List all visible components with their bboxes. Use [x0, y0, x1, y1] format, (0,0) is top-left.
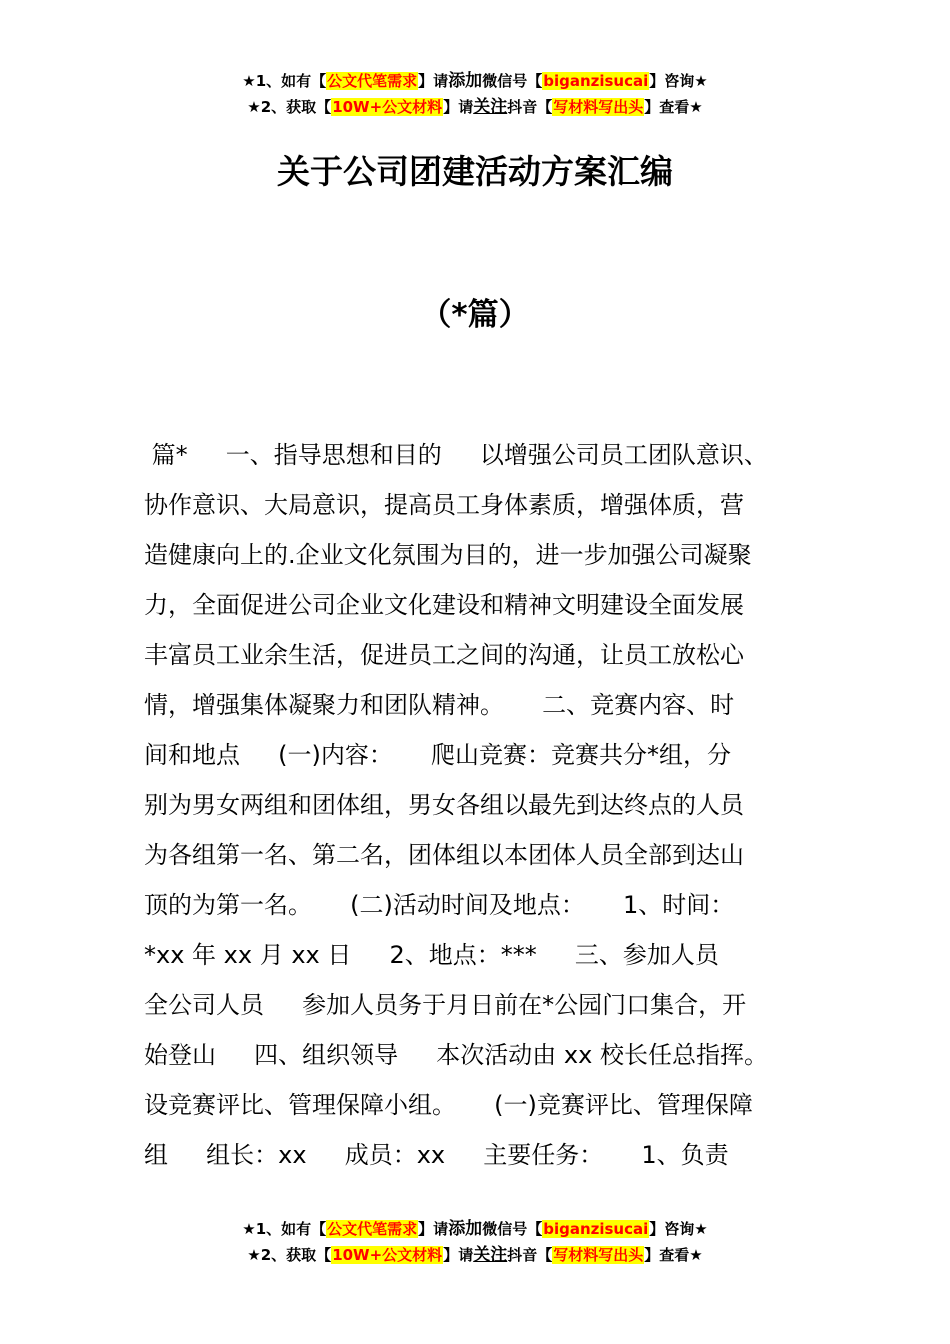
document-body — [144, 430, 814, 1180]
banner-text: 抖音【 — [507, 98, 553, 116]
banner-line-2 — [0, 1242, 950, 1268]
body-line: 顶的为第一名。 (二)活动时间及地点： 1、时间： — [144, 891, 735, 919]
highlight-tag: 10W+公文材料 — [332, 1246, 443, 1264]
banner-text: ★1、如有【 — [242, 72, 327, 90]
banner-emphasis: 关注 — [473, 1245, 508, 1265]
body-line: 组 组长：xx 成员：xx 主要任务： 1、负责 — [144, 1141, 729, 1169]
banner-text: 抖音【 — [507, 1246, 553, 1264]
body-line: 为各组第一名、第二名，团体组以本团体人员全部到达山 — [144, 841, 744, 869]
highlight-tag: 10W+公文材料 — [332, 98, 443, 116]
banner-text: 】咨询★ — [649, 72, 708, 90]
banner-emphasis: 关注 — [473, 97, 508, 117]
douyin-account-tag: 写材料写出头 — [553, 98, 644, 116]
document-title: 关于公司团建活动方案汇编 — [277, 152, 673, 191]
body-line: 始登山 四、组织领导 本次活动由 xx 校长任总指挥。 — [144, 1041, 768, 1069]
banner-emphasis: 添加 — [448, 71, 483, 91]
banner-line-1 — [0, 68, 950, 94]
body-line: 造健康向上的.企业文化氛围为目的，进一步加强公司凝聚 — [144, 541, 752, 569]
banner-text: 微信号【 — [482, 1220, 543, 1238]
body-line: 力，全面促进公司企业文化建设和精神文明建设全面发展 — [144, 591, 744, 619]
banner-emphasis: 添加 — [448, 1219, 483, 1239]
document-subtitle: （*篇） — [420, 297, 530, 333]
banner-line-2 — [0, 94, 950, 120]
banner-text: 】请 — [443, 98, 474, 116]
wechat-id-tag: biganzisucai — [543, 1220, 649, 1238]
banner-text: 】查看★ — [644, 1246, 703, 1264]
body-line: 别为男女两组和团体组，男女各组以最先到达终点的人员 — [144, 791, 744, 819]
banner-text: ★1、如有【 — [242, 1220, 327, 1238]
wechat-id-tag: biganzisucai — [543, 72, 649, 90]
banner-text: 】请 — [443, 1246, 474, 1264]
banner-line-1 — [0, 1216, 950, 1242]
header-banner — [0, 68, 950, 120]
body-line: 协作意识、大局意识，提高员工身体素质，增强体质，营 — [144, 491, 744, 519]
banner-text: 】查看★ — [644, 98, 703, 116]
footer-banner — [0, 1216, 950, 1268]
highlight-tag: 公文代笔需求 — [327, 72, 418, 90]
body-line: 情，增强集体凝聚力和团队精神。 二、竞赛内容、时 — [144, 691, 735, 719]
body-line: 篇* 一、指导思想和目的 以增强公司员工团队意识、 — [144, 441, 768, 469]
banner-text: 】咨询★ — [649, 1220, 708, 1238]
banner-text: ★2、获取【 — [247, 1246, 332, 1264]
body-line: 丰富员工业余生活，促进员工之间的沟通，让员工放松心 — [144, 641, 744, 669]
body-line: 全公司人员 参加人员务于月日前在*公园门口集合，开 — [144, 991, 747, 1019]
body-line: 间和地点 (一)内容： 爬山竞赛：竞赛共分*组，分 — [144, 741, 732, 769]
douyin-account-tag: 写材料写出头 — [553, 1246, 644, 1264]
banner-text: 】请 — [418, 1220, 449, 1238]
body-line: 设竞赛评比、管理保障小组。 (一)竞赛评比、管理保障 — [144, 1091, 753, 1119]
highlight-tag: 公文代笔需求 — [327, 1220, 418, 1238]
banner-text: ★2、获取【 — [247, 98, 332, 116]
banner-text: 微信号【 — [482, 72, 543, 90]
body-line: *xx 年 xx 月 xx 日 2、地点：*** 三、参加人员 — [144, 941, 719, 969]
banner-text: 】请 — [418, 72, 449, 90]
